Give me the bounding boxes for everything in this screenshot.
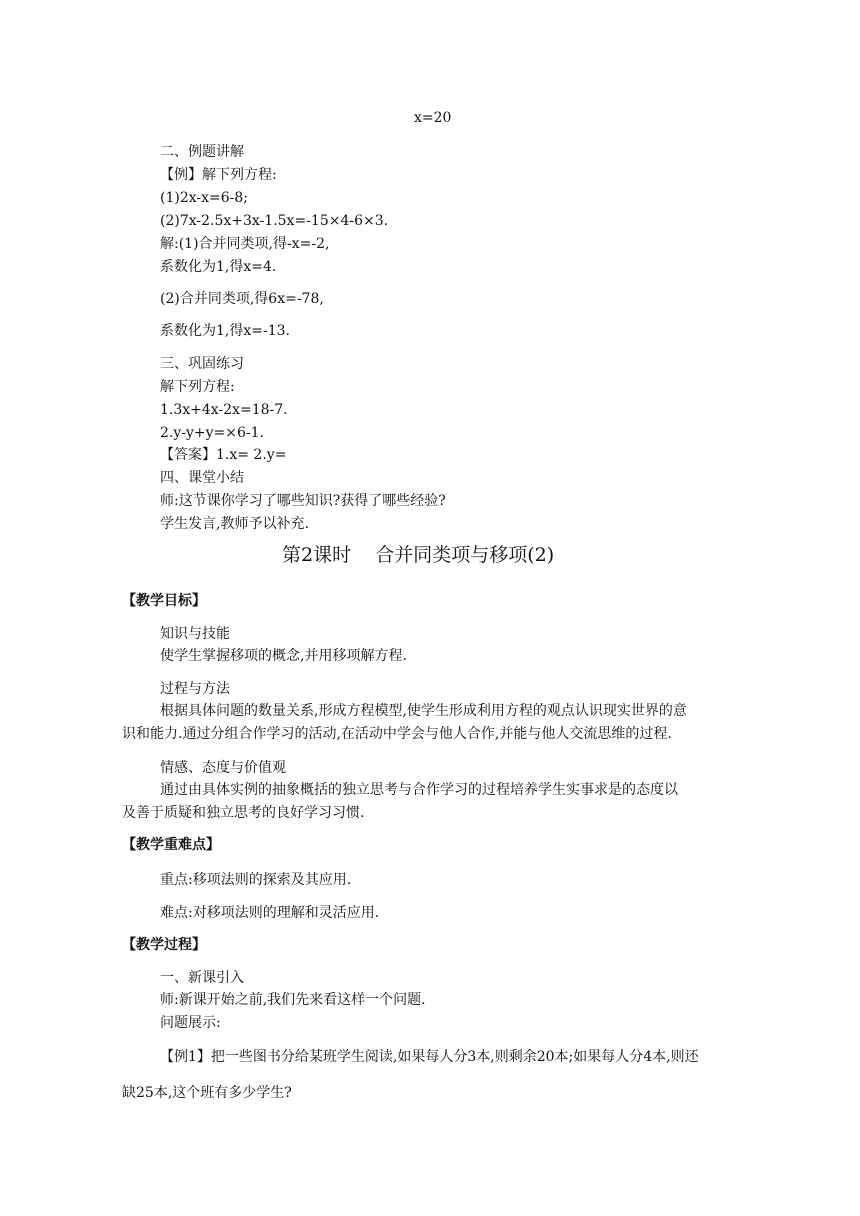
solution-2-step-b: 系数化为1,得x=-13. [160, 323, 290, 339]
step-1-title: 一、新课引入 [160, 970, 244, 986]
practice-intro: 解下列方程: [160, 379, 235, 395]
solution-1-step-b: 系数化为1,得x=4. [160, 259, 277, 275]
difficult-point: 难点:对移项法则的理解和灵活应用. [160, 905, 380, 921]
goal-knowledge-title: 知识与技能 [160, 626, 230, 642]
heading-teaching-process: 【教学过程】 [122, 937, 206, 953]
teacher-question: 师:这节课你学习了哪些知识?获得了哪些经验? [160, 493, 446, 509]
practice-item-1: 1.3x+4x-2x=18-7. [160, 402, 288, 418]
example-intro: 【例】解下列方程: [160, 167, 277, 183]
key-point: 重点:移项法则的探索及其应用. [160, 872, 352, 888]
example-1-line-2: 缺25本,这个班有多少学生? [122, 1085, 292, 1101]
goal-process-line-2: 识和能力.通过分组合作学习的活动,在活动中学会与他人合作,并能与他人交流思维的过程. [122, 726, 672, 742]
equation-result: x=20 [414, 110, 452, 126]
heading-teaching-goals: 【教学目标】 [122, 593, 206, 609]
goal-values-title: 情感、态度与价值观 [160, 760, 286, 776]
equation-1: (1)2x-x=6-8; [160, 190, 249, 206]
student-response: 学生发言,教师予以补充. [160, 516, 309, 532]
goal-values-line-2: 及善于质疑和独立思考的良好学习习惯. [122, 805, 365, 821]
section-heading-examples: 二、例题讲解 [160, 144, 244, 160]
section-heading-summary: 四、课堂小结 [160, 470, 244, 486]
section-heading-practice: 三、巩固练习 [160, 356, 244, 372]
goal-process-title: 过程与方法 [160, 681, 230, 697]
solution-2-step-a: (2)合并同类项,得6x=-78, [160, 291, 324, 307]
solution-1-step-a: 解:(1)合并同类项,得-x=-2, [160, 236, 330, 252]
goal-process-line-1: 根据具体问题的数量关系,形成方程模型,使学生形成利用方程的观点认识现实世界的意 [160, 703, 687, 719]
answer-line: 【答案】1.x= 2.y= [160, 447, 287, 463]
goal-values-line-1: 通过由具体实例的抽象概括的独立思考与合作学习的过程培养学生实事求是的态度以 [160, 782, 678, 798]
equation-2: (2)7x-2.5x+3x-1.5x=-15×4-6×3. [160, 213, 389, 229]
step-1-show: 问题展示: [160, 1015, 221, 1031]
step-1-teacher: 师:新课开始之前,我们先来看这样一个问题. [160, 992, 426, 1008]
heading-key-difficult: 【教学重难点】 [122, 837, 220, 853]
lesson-title: 第2课时 合并同类项与移项(2) [282, 544, 555, 566]
practice-item-2: 2.y-y+y=×6-1. [160, 425, 265, 441]
example-1-line-1: 【例1】把一些图书分给某班学生阅读,如果每人分3本,则剩余20本;如果每人分4本,则还 [160, 1049, 699, 1065]
goal-knowledge-text: 使学生掌握移项的概念,并用移项解方程. [160, 648, 407, 664]
